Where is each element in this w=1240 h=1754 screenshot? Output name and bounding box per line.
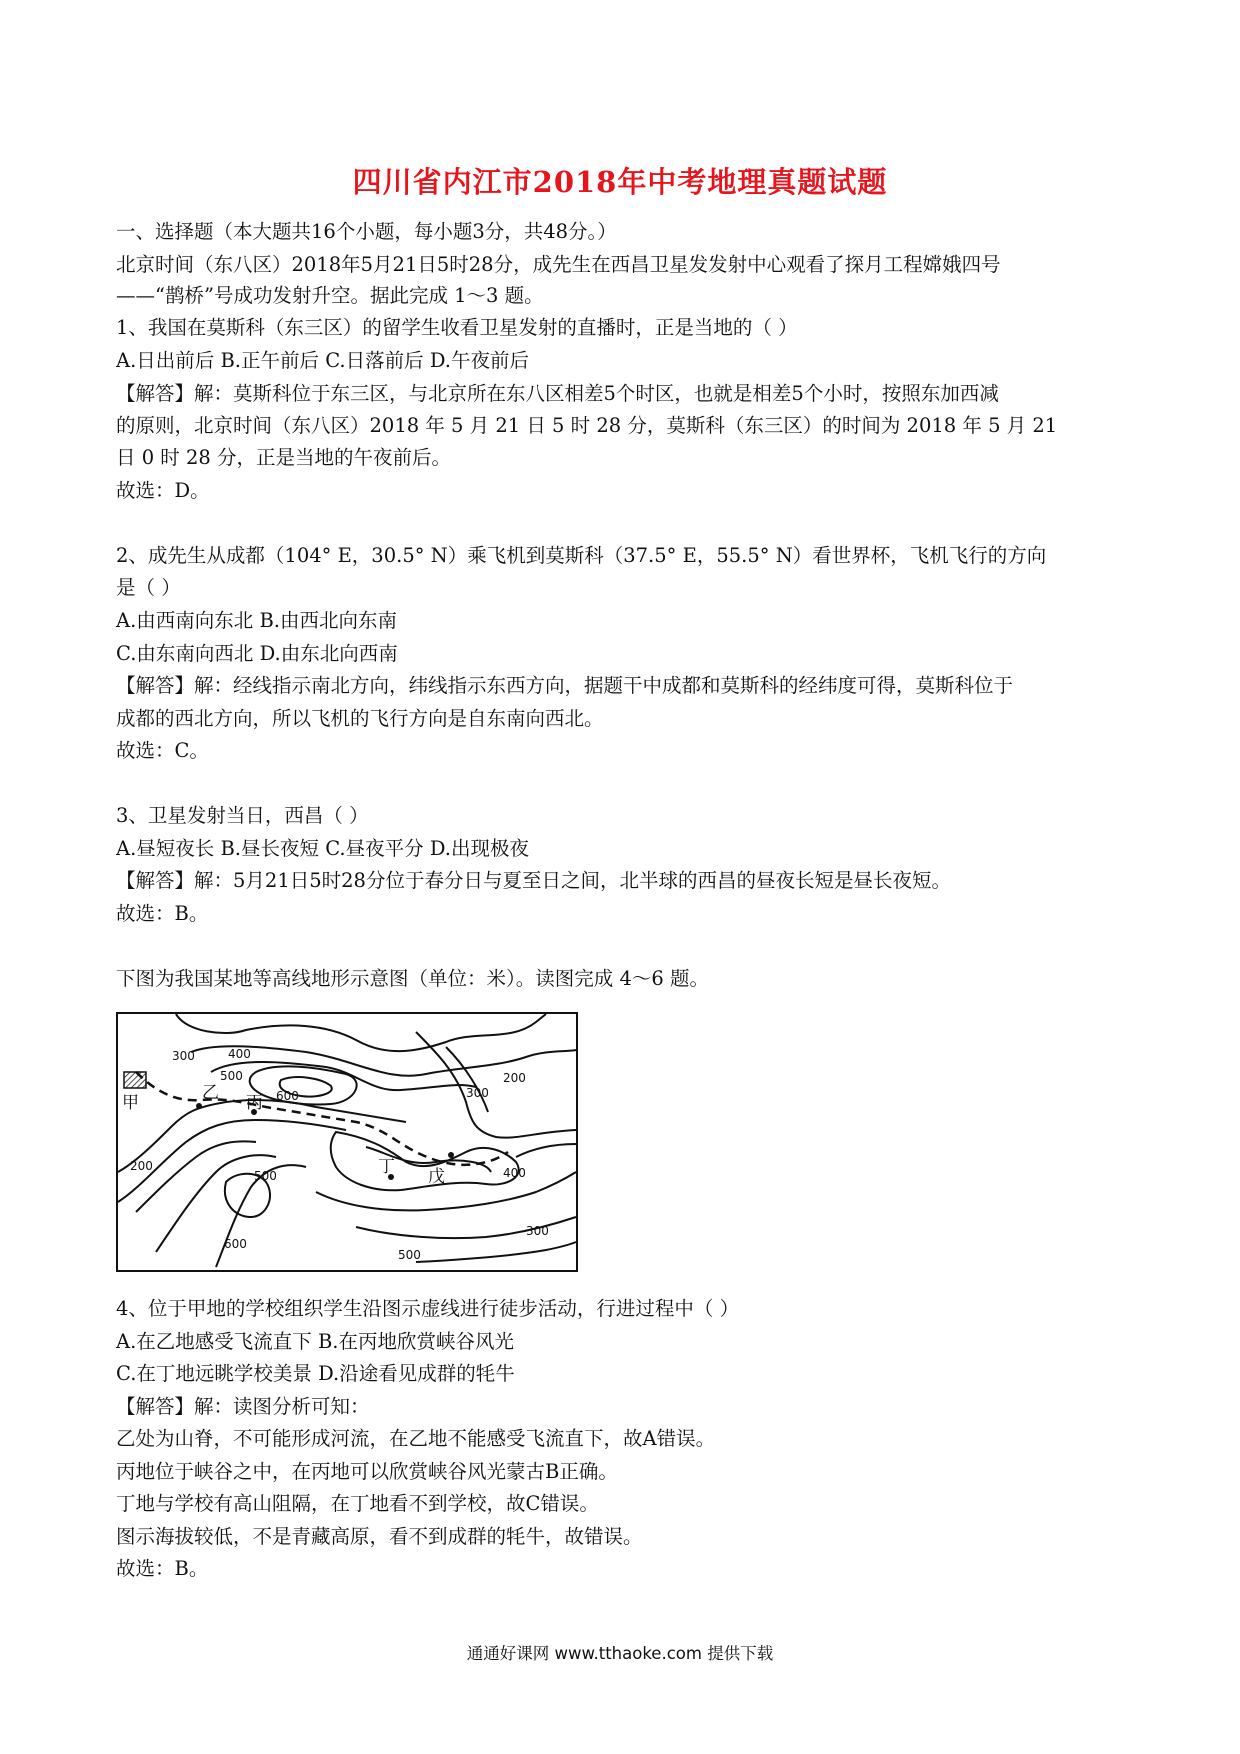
answer-2: 【解答】解：经线指示南北方向，纬线指示东西方向，据题干中成都和莫斯科的经纬度可得，莫斯科位于	[116, 674, 1014, 697]
place-label-ding: 丁	[378, 1157, 395, 1177]
contour-label: 400	[228, 1047, 251, 1061]
answer-4: 丙地位于峡谷之中，在丙地可以欣赏峡谷风光蒙古B正确。	[116, 1460, 618, 1483]
question-4-options: C.在丁地远眺学校美景 D.沿途看见成群的牦牛	[116, 1362, 515, 1385]
question-2-options: A.由西南向东北 B.由西北向东南	[116, 609, 398, 632]
contour-label: 200	[503, 1071, 526, 1085]
question-1: 1、我国在莫斯科（东三区）的留学生收看卫星发射的直播时，正是当地的（ ）	[116, 316, 798, 339]
contour-label: 500	[220, 1069, 243, 1083]
section-heading: 一、选择题（本大题共16个小题，每小题3分，共48分。）	[116, 220, 617, 243]
page-footer: 通通好课网 www.tthaoke.com 提供下载	[466, 1644, 774, 1663]
answer-3-choice: 故选：B。	[116, 902, 209, 925]
question-2: 是（ ）	[116, 576, 181, 599]
contour-label: 600	[224, 1237, 247, 1251]
answer-4: 【解答】解：读图分析可知：	[116, 1395, 370, 1418]
question-2-options: C.由东南向西北 D.由东北向西南	[116, 642, 398, 665]
answer-2-choice: 故选：C。	[116, 739, 209, 762]
answer-4: 丁地与学校有高山阻隔，在丁地看不到学校，故C错误。	[116, 1492, 599, 1515]
question-1-options: A.日出前后 B.正午前后 C.日落前后 D.午夜前后	[116, 349, 529, 372]
answer-3: 【解答】解：5月21日5时28分位于春分日与夏至日之间，北半球的西昌的昼夜长短是昼长夜短。	[116, 869, 951, 892]
document-title: 四川省内江市2018年中考地理真题试题	[352, 165, 888, 199]
passage-line: 北京时间（东八区）2018年5月21日5时28分，成先生在西昌卫星发发射中心观看了探月工程嫦娥四号	[116, 253, 1001, 276]
contour-label: 300	[172, 1049, 195, 1063]
answer-4-choice: 故选：B。	[116, 1557, 209, 1580]
contour-label: 400	[503, 1166, 526, 1180]
place-label-bing: 丙	[246, 1093, 263, 1113]
contour-label: 300	[466, 1086, 489, 1100]
answer-1: 日 0 时 28 分，正是当地的午夜前后。	[116, 446, 452, 469]
answer-1-choice: 故选：D。	[116, 479, 210, 502]
contour-map	[116, 1012, 578, 1272]
question-4-options: A.在乙地感受飞流直下 B.在丙地欣赏峡谷风光	[116, 1330, 515, 1353]
question-3: 3、卫星发射当日，西昌（ ）	[116, 804, 369, 827]
contour-label: 300	[526, 1224, 549, 1238]
question-3-options: A.昼短夜长 B.昼长夜短 C.昼夜平分 D.出现极夜	[116, 837, 529, 860]
place-label-yi: 乙	[202, 1083, 219, 1103]
answer-4: 图示海拔较低，不是青藏高原，看不到成群的牦牛，故错误。	[116, 1525, 643, 1548]
passage-line: ——“鹊桥”号成功发射升空。据此完成 1～3 题。	[116, 284, 544, 307]
question-2: 2、成先生从成都（104° E，30.5° N）乘飞机到莫斯科（37.5° E，55.5° N）看世界杯，飞机飞行的方向	[116, 544, 1047, 567]
answer-1: 【解答】解：莫斯科位于东三区，与北京所在东八区相差5个时区，也就是相差5个小时，按照东加西减	[116, 382, 999, 405]
question-4: 4、位于甲地的学校组织学生沿图示虚线进行徒步活动，行进过程中（ ）	[116, 1297, 740, 1320]
answer-1: 的原则，北京时间（东八区）2018 年 5 月 21 日 5 时 28 分，莫斯科（东三区）的时间为 2018 年 5 月 21	[116, 414, 1058, 437]
place-label-jia: 甲	[122, 1093, 139, 1113]
answer-2: 成都的西北方向，所以飞机的飞行方向是自东南向西北。	[116, 707, 604, 730]
contour-label: 200	[130, 1159, 153, 1173]
map-intro: 下图为我国某地等高线地形示意图（单位：米）。读图完成 4～6 题。	[116, 967, 709, 990]
place-label-wu: 戊	[428, 1167, 445, 1187]
contour-label: 500	[254, 1169, 277, 1183]
answer-4: 乙处为山脊，不可能形成河流，在乙地不能感受飞流直下，故A错误。	[116, 1427, 716, 1450]
contour-label: 600	[276, 1089, 299, 1103]
contour-label: 500	[398, 1248, 421, 1262]
